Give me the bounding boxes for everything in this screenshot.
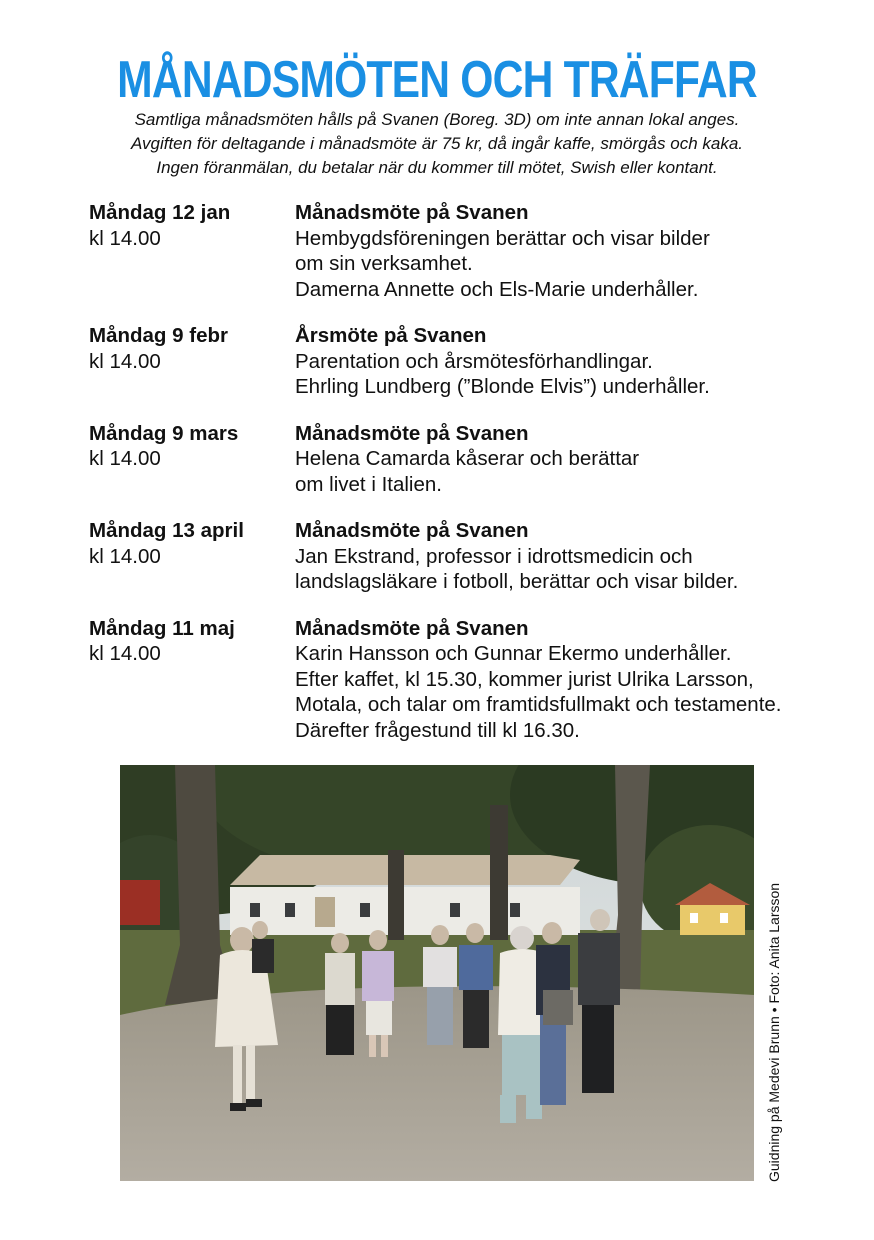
event-date: Måndag 12 jan [89,201,231,224]
event-time: kl 14.00 [89,447,161,470]
event-line: om sin verksamhet. [295,252,473,275]
event-item [89,421,849,498]
intro-line: Samtliga månadsmöten hålls på Svanen (Boreg. 3D) om inte annan lokal anges. [134,110,740,129]
event-details [295,518,849,595]
event-line: Jan Ekstrand, professor i idrottsmedicin och [295,544,693,568]
photo-caption: Guidning på Medevi Brunn • Foto: Anita Larsson [766,882,782,1182]
event-line: Därefter frågestund till kl 16.30. [295,718,580,742]
event-date: Måndag 9 mars [89,421,239,445]
event-when [89,518,295,595]
event-line: Karin Hansson och Gunnar Ekermo underhåller. [295,642,732,665]
event-line: Damerna Annette och Els-Marie underhåller. [295,277,699,301]
event-heading: Månadsmöte på Svanen [295,201,529,224]
event-time: kl 14.00 [89,544,161,568]
event-line: landslagsläkare i fotboll, berättar och visar bilder. [295,570,739,593]
event-line: om livet i Italien. [295,472,442,496]
event-details [295,323,849,400]
event-time: kl 14.00 [89,349,161,373]
event-line: Ehrling Lundberg (”Blonde Elvis”) underhåller. [295,375,710,398]
event-when [89,200,295,302]
event-heading: Månadsmöte på Svanen [295,519,529,542]
page-title: MÅNADSMÖTEN OCH TRÄFFAR [117,51,757,109]
group-photo [120,765,754,1181]
event-heading: Årsmöte på Svanen [295,324,487,347]
event-line: Efter kaffet, kl 15.30, kommer jurist Ulrika Larsson, [295,667,754,691]
intro-line: Avgiften för deltagande i månadsmöte är 75 kr, då ingår kaffe, smörgås och kaka. [130,134,744,153]
intro-text [0,108,874,180]
intro-line: Ingen föranmälan, du betalar när du kommer till mötet, Swish eller kontant. [156,158,718,177]
event-heading: Månadsmöte på Svanen [295,421,529,445]
event-item [89,323,849,400]
event-line: Helena Camarda kåserar och berättar [295,447,640,470]
event-item [89,518,849,595]
event-when [89,323,295,400]
event-item [89,616,849,744]
event-heading: Månadsmöte på Svanen [295,616,529,640]
event-list [89,200,849,764]
event-details [295,616,849,744]
event-item [89,200,849,302]
event-when [89,616,295,744]
event-date: Måndag 13 april [89,519,244,542]
event-time: kl 14.00 [89,226,161,250]
event-details [295,421,849,498]
event-date: Måndag 9 febr [89,324,228,347]
event-line: Hembygdsföreningen berättar och visar bilder [295,226,710,250]
event-date: Måndag 11 maj [89,616,235,640]
event-line: Parentation och årsmötesförhandlingar. [295,349,653,373]
event-line: Motala, och talar om framtidsfullmakt och testamente. [295,693,782,716]
event-time: kl 14.00 [89,642,161,665]
event-when [89,421,295,498]
event-details [295,200,849,302]
